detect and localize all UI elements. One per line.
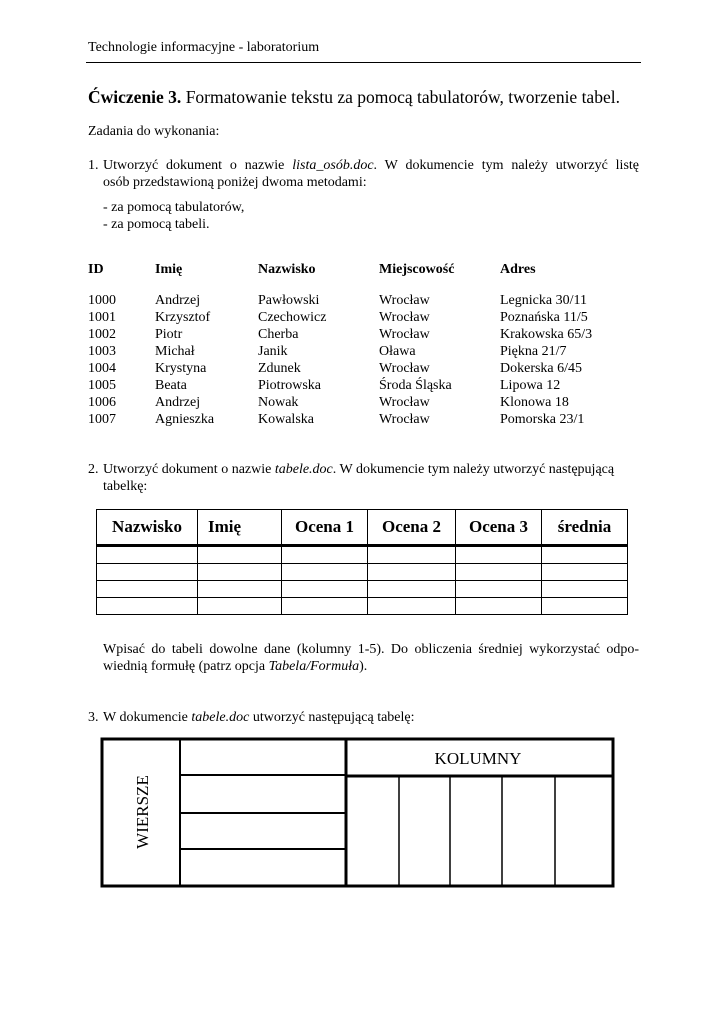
table-cell[interactable]: [97, 546, 198, 564]
table-row: [97, 581, 628, 598]
exercise-number: Ćwiczenie 3.: [88, 87, 182, 107]
grades-header-cell: Imię: [198, 510, 282, 546]
grades-header-cell: Nazwisko: [97, 510, 198, 546]
person-firstname: Michał: [155, 344, 195, 359]
person-city: Wrocław: [379, 310, 430, 325]
person-address: Pomorska 23/1: [500, 412, 585, 427]
task3-pre: W dokumencie: [103, 710, 192, 725]
grades-header-cell: średnia: [542, 510, 628, 546]
person-id: 1002: [88, 327, 116, 342]
table-cell[interactable]: [282, 581, 368, 598]
person-address: Poznańska 11/5: [500, 310, 588, 325]
person-city: Wrocław: [379, 395, 430, 410]
person-address: Piękna 21/7: [500, 344, 567, 359]
task3-post: utworzyć następującą tabelę:: [249, 710, 415, 725]
person-lastname: Pawłowski: [258, 293, 320, 308]
table-cell[interactable]: [542, 581, 628, 598]
persons-header-firstname: Imię: [155, 262, 183, 277]
task2-note-pre: wiednią formułę (patrz opcja: [103, 659, 269, 674]
task1-method-1: - za pomocą tabulatorów,: [103, 200, 245, 215]
grades-header-cell: Ocena 3: [456, 510, 542, 546]
person-lastname: Czechowicz: [258, 310, 327, 325]
grades-header-cell: Ocena 1: [282, 510, 368, 546]
page-header: Technologie informacyjne - laboratorium: [88, 40, 320, 55]
grades-header-row: [97, 510, 628, 546]
task2-line2: tabelkę:: [103, 479, 148, 494]
table-outer-border: [102, 739, 613, 886]
person-id: 1004: [88, 361, 116, 376]
grades-table: [96, 509, 628, 615]
task1-number: 1.: [88, 158, 99, 173]
table-cell[interactable]: [456, 564, 542, 581]
table-cell[interactable]: [368, 598, 456, 615]
table-cell[interactable]: [368, 546, 456, 564]
persons-header-lastname: Nazwisko: [258, 262, 316, 277]
person-address: Legnicka 30/11: [500, 293, 587, 308]
task2-post: . W dokumencie tym należy utworzyć następującą: [332, 462, 615, 477]
task2-note-line2: [103, 658, 367, 675]
table-cell[interactable]: [97, 564, 198, 581]
person-lastname: Piotrowska: [258, 378, 321, 393]
columns-label: KOLUMNY: [434, 749, 522, 768]
table-cell[interactable]: [198, 546, 282, 564]
exercise-topic: Formatowanie tekstu za pomocą tabulatorów, tworzenie tabel.: [185, 87, 620, 107]
person-lastname: Janik: [258, 344, 288, 359]
person-lastname: Nowak: [258, 395, 299, 410]
table-cell[interactable]: [198, 581, 282, 598]
table-row: [97, 546, 628, 564]
person-firstname: Andrzej: [155, 293, 201, 308]
person-lastname: Kowalska: [258, 412, 314, 427]
task1-pre: Utworzyć dokument o nazwie: [103, 158, 293, 173]
person-address: Lipowa 12: [500, 378, 561, 393]
table-cell[interactable]: [456, 581, 542, 598]
task1-filename: lista_osób.doc: [292, 158, 374, 173]
person-firstname: Beata: [155, 378, 187, 393]
task2-note-italic: Tabela/Formuła: [268, 659, 360, 674]
rows-label: WIERSZE: [132, 775, 152, 849]
person-city: Wrocław: [379, 327, 430, 342]
persons-header-address: Adres: [500, 262, 536, 277]
task2-pre: Utworzyć dokument o nazwie: [103, 462, 275, 477]
person-city: Środa Śląska: [379, 378, 452, 393]
person-city: Oława: [379, 344, 416, 359]
exercise-title: [88, 87, 620, 108]
table-cell[interactable]: [282, 564, 368, 581]
tasks-heading: Zadania do wykonania:: [88, 124, 220, 139]
person-firstname: Piotr: [155, 327, 183, 342]
person-id: 1007: [88, 412, 116, 427]
table-row: [97, 564, 628, 581]
task3-number: 3.: [88, 710, 99, 725]
table-cell[interactable]: [198, 564, 282, 581]
table-cell[interactable]: [198, 598, 282, 615]
person-address: Dokerska 6/45: [500, 361, 583, 376]
table-cell[interactable]: [456, 598, 542, 615]
task2-filename: tabele.doc: [274, 462, 333, 477]
person-city: Wrocław: [379, 361, 430, 376]
task1-line2: osób przedstawioną poniżej dwoma metodami:: [103, 175, 367, 190]
person-address: Klonowa 18: [500, 395, 569, 410]
persons-header-city: Miejscowość: [379, 262, 455, 277]
task2-number: 2.: [88, 462, 99, 477]
rows-columns-diagram-table: [100, 737, 616, 891]
task1-method-2: - za pomocą tabeli.: [103, 217, 210, 232]
person-address: Krakowska 65/3: [500, 327, 593, 342]
person-lastname: Zdunek: [258, 361, 301, 376]
task3-filename: tabele.doc: [191, 710, 250, 725]
person-firstname: Agnieszka: [155, 412, 215, 427]
person-firstname: Krzysztof: [155, 310, 211, 325]
person-city: Wrocław: [379, 412, 430, 427]
task2-note-line1: Wpisać do tabeli dowolne dane (kolumny 1-5). Do obliczenia średniej wykorzystać odpo-: [103, 642, 639, 657]
table-cell[interactable]: [542, 598, 628, 615]
table-cell[interactable]: [542, 546, 628, 564]
table-cell[interactable]: [282, 546, 368, 564]
person-id: 1003: [88, 344, 116, 359]
table-cell[interactable]: [97, 598, 198, 615]
table-cell[interactable]: [456, 546, 542, 564]
table-cell[interactable]: [97, 581, 198, 598]
table-cell[interactable]: [542, 564, 628, 581]
person-id: 1001: [88, 310, 116, 325]
table-cell[interactable]: [282, 598, 368, 615]
person-id: 1005: [88, 378, 116, 393]
grades-header-cell: Ocena 2: [368, 510, 456, 546]
persons-header-id: ID: [88, 262, 104, 277]
person-firstname: Andrzej: [155, 395, 201, 410]
header-divider: [86, 62, 641, 63]
person-firstname: Krystyna: [155, 361, 207, 376]
task3-line1: [103, 709, 415, 726]
person-city: Wrocław: [379, 293, 430, 308]
person-id: 1000: [88, 293, 116, 308]
task2-note-post: ).: [359, 659, 368, 674]
table-row: [97, 598, 628, 615]
table-cell[interactable]: [368, 581, 456, 598]
person-lastname: Cherba: [258, 327, 299, 342]
table-cell[interactable]: [368, 564, 456, 581]
person-id: 1006: [88, 395, 116, 410]
task2-line1: [103, 461, 614, 478]
task1-line1: [103, 157, 639, 174]
task1-post: . W dokumencie tym należy utworzyć listę: [373, 158, 639, 173]
